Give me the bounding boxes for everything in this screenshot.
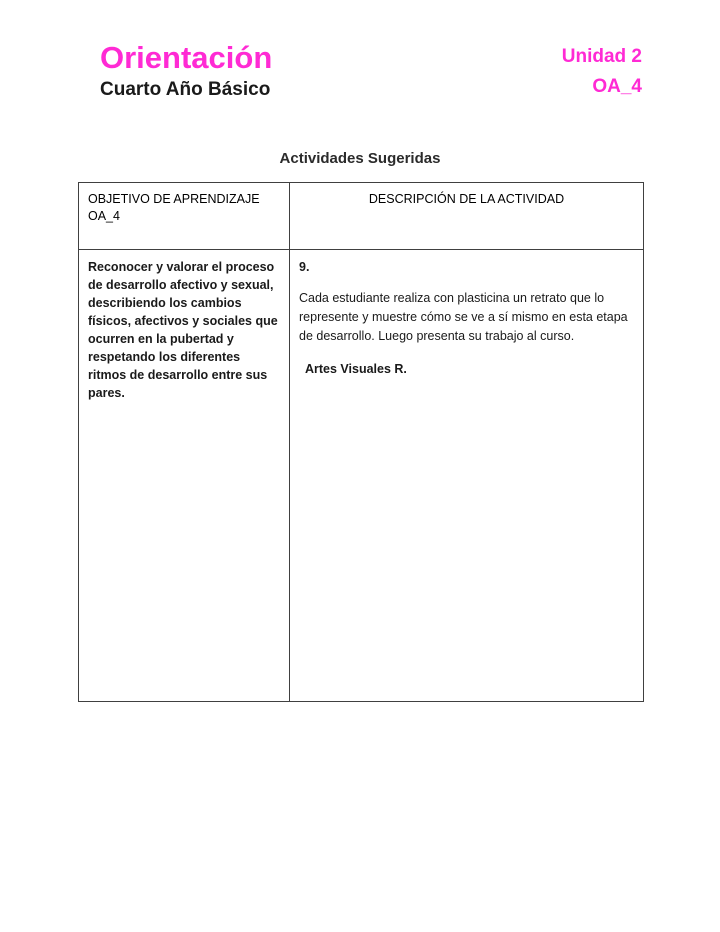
table-row [79, 250, 644, 702]
activity-subject: Artes Visuales R. [305, 362, 407, 376]
page-subtitle: Cuarto Año Básico [100, 79, 271, 100]
section-title: Actividades Sugeridas [279, 150, 441, 167]
page-title: Orientación [100, 40, 273, 75]
table-header-row [79, 183, 644, 250]
activities-table [78, 182, 644, 702]
header-right-block [562, 44, 642, 100]
objective-text: Reconocer y valorar el proceso de desarrollo afectivo y sexual, describiendo los cambios físicos, afectivos y sociales que ocurren en la pubertad y respetando los diferentes ritmos de desarrollo entre sus pares. [79, 250, 290, 702]
column-header-objective: OBJETIVO DE APRENDIZAJE OA_4 [79, 183, 290, 250]
unit-label: Unidad 2 [561, 46, 642, 67]
description-cell [290, 250, 644, 702]
column-header-description: DESCRIPCIÓN DE LA ACTIVIDAD [290, 183, 644, 250]
document-header [78, 40, 642, 115]
header-left-block [100, 40, 272, 102]
activity-text: Cada estudiante realiza con plasticina un retrato que lo represente y muestre cómo se ve a sí mismo en esta etapa de desarrollo. Luego presenta su trabajo al curso. [299, 291, 628, 343]
oa-label: OA_4 [592, 76, 642, 97]
activity-number: 9. [299, 260, 310, 274]
